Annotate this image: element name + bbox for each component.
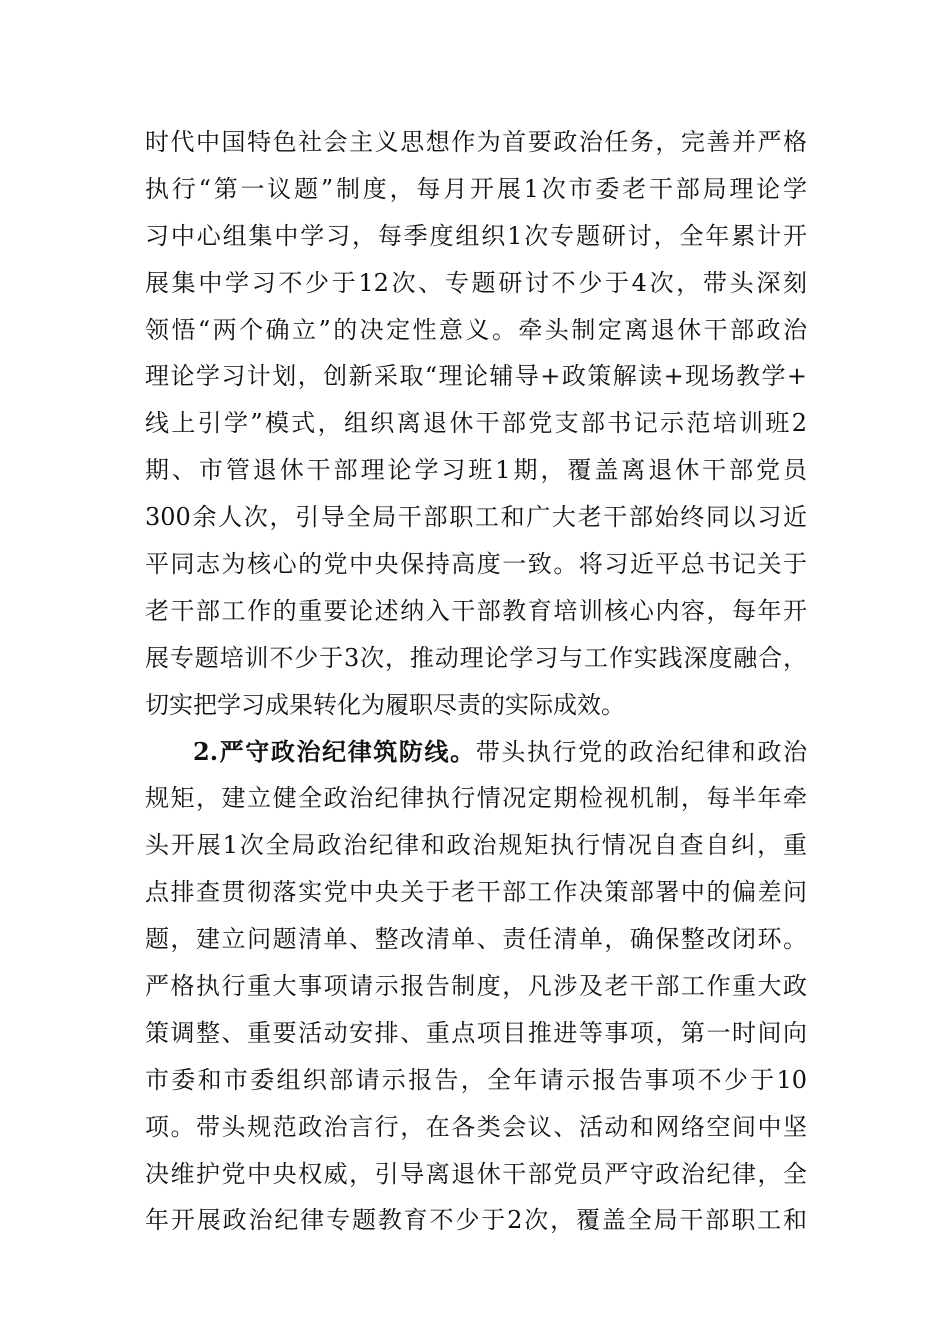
text-line: 领悟“两个确立”的决定性意义。牵头制定离退休干部政治	[145, 315, 807, 344]
text-line: 市委和市委组织部请示报告，全年请示报告事项不少于10	[145, 1065, 807, 1094]
text-line: 平同志为核心的党中央保持高度一致。将习近平总书记关于	[145, 550, 807, 579]
text-line: 项。带头规范政治言行，在各类会议、活动和网络空间中坚	[145, 1112, 807, 1141]
text-line: 老干部工作的重要论述纳入干部教育培训核心内容，每年开	[145, 596, 807, 625]
text-line: 题，建立问题清单、整改清单、责任清单，确保整改闭环。	[145, 925, 807, 954]
text-line: 展专题培训不少于3次，推动理论学习与工作实践深度融合，	[145, 643, 807, 672]
text-span: 带头执行党的政治纪律和政治	[475, 737, 808, 766]
text-line: 线上引学”模式，组织离退休干部党支部书记示范培训班2	[145, 409, 807, 438]
text-line: 理论学习计划，创新采取“理论辅导+政策解读+现场教学+	[145, 362, 807, 391]
text-line: 严格执行重大事项请示报告制度，凡涉及老干部工作重大政	[145, 972, 807, 1001]
paragraph-political-discipline	[145, 732, 807, 1248]
text-line: 切实把学习成果转化为履职尽责的实际成效。	[145, 690, 625, 719]
text-line: 规矩，建立健全政治纪律执行情况定期检视机制，每半年牵	[145, 784, 807, 813]
text-line: 策调整、重要活动安排、重点项目推进等事项，第一时间向	[145, 1018, 807, 1047]
text-line: 头开展1次全局政治纪律和政治规矩执行情况自查自纠，重	[145, 831, 807, 860]
section-heading: 2.严守政治纪律筑防线。	[193, 736, 476, 766]
text-line: 执行“第一议题”制度，每月开展1次市委老干部局理论学	[145, 174, 807, 203]
text-line: 展集中学习不少于12次、专题研讨不少于4次，带头深刻	[145, 268, 807, 297]
text-line: 决维护党中央权威，引导离退休干部党员严守政治纪律，全	[145, 1159, 807, 1188]
paragraph-theory-study	[145, 122, 807, 732]
document-page	[145, 122, 807, 1247]
text-line: 期、市管退休干部理论学习班1期，覆盖离退休干部党员	[145, 456, 807, 485]
text-line: 时代中国特色社会主义思想作为首要政治任务，完善并严格	[145, 128, 807, 156]
text-line: 300余人次，引导全局干部职工和广大老干部始终同以习近	[145, 503, 807, 532]
text-line	[145, 732, 807, 779]
text-line: 点排查贯彻落实党中央关于老干部工作决策部署中的偏差问	[145, 878, 807, 907]
text-line: 年开展政治纪律专题教育不少于2次，覆盖全局干部职工和	[145, 1206, 807, 1235]
text-line: 习中心组集中学习，每季度组织1次专题研讨，全年累计开	[145, 221, 807, 250]
